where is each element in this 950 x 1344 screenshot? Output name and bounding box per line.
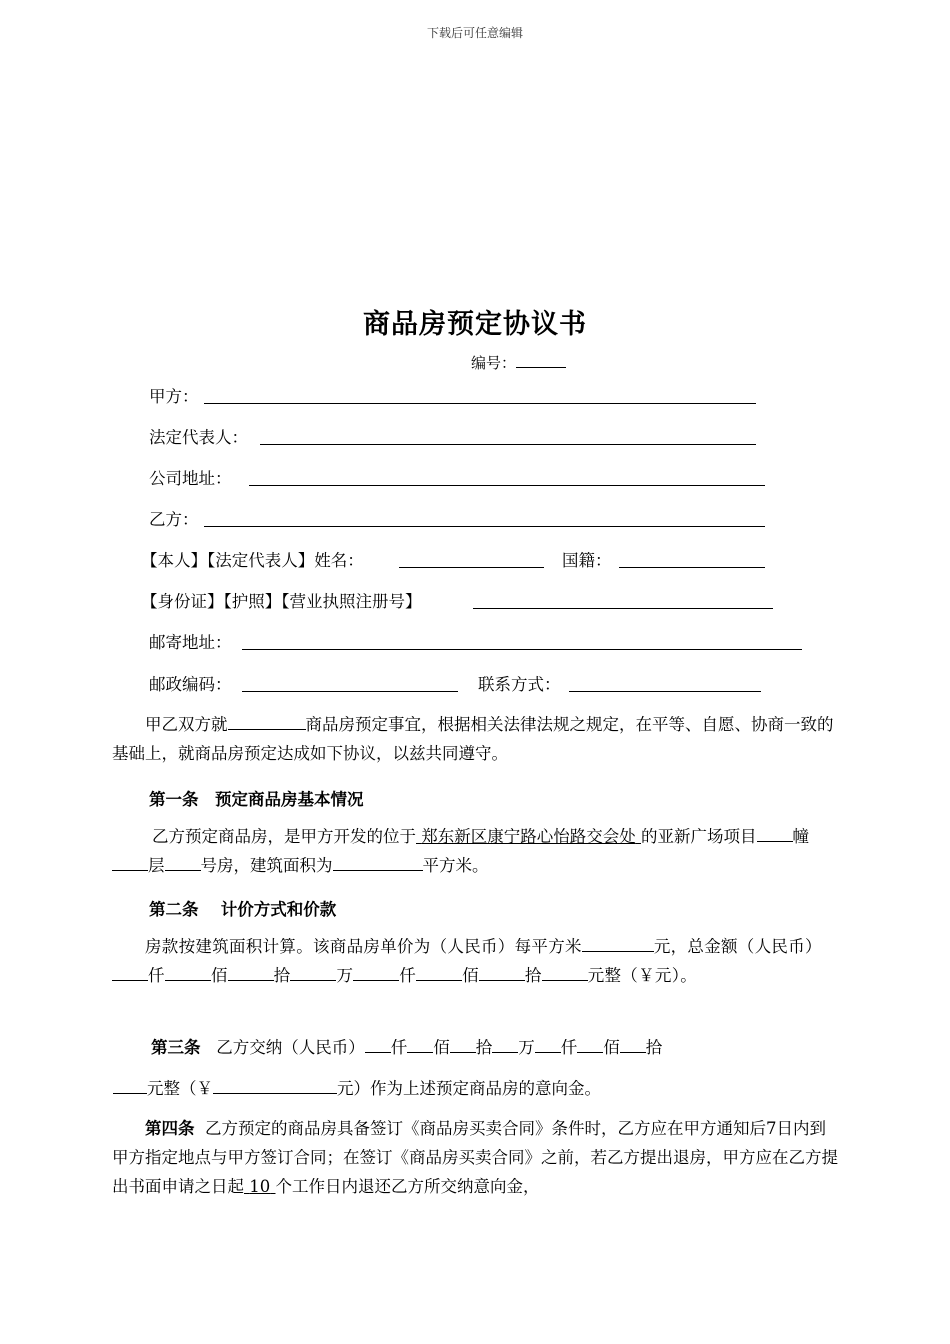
article-1-paragraph (112, 822, 840, 880)
amount-blank (228, 964, 274, 981)
contract-number-blank (516, 353, 566, 368)
article-3-text-1: 乙方交纳（人民币） (216, 1038, 365, 1057)
party-b-label: 乙方： (149, 510, 199, 529)
unit-label: 万 (518, 1038, 535, 1057)
mail-address-label: 邮寄地址： (149, 633, 232, 652)
amount-blank (542, 964, 588, 981)
postcode-blank (242, 691, 458, 692)
article-1-building-unit: 幢 (792, 827, 809, 846)
legal-rep-label: 法定代表人： (149, 428, 248, 447)
amount-blank (290, 964, 336, 981)
contact-label: 联系方式： (478, 675, 561, 694)
intro-paragraph (112, 710, 840, 768)
area-blank (333, 854, 423, 871)
party-a-label: 甲方： (149, 387, 199, 406)
unit-label: 佰 (603, 1038, 620, 1057)
article-2-text-1: 房款按建筑面积计算。该商品房单价为（人民币）每平方米 (145, 937, 582, 956)
unit-label: 佰 (462, 966, 479, 985)
article-4-heading: 第四条 (145, 1119, 195, 1138)
article-1-floor-unit: 层 (148, 856, 165, 875)
article-3-line-1 (151, 1036, 662, 1058)
mail-address-blank (242, 649, 802, 650)
unit-label: 仟 (148, 966, 165, 985)
amount-blank (407, 1036, 433, 1053)
unit-label: 拾 (273, 966, 291, 985)
intro-text-1: 甲乙双方就 (145, 715, 228, 734)
article-1-text-6: 平方米。 (422, 856, 489, 875)
amount-blank (577, 1036, 603, 1053)
amount-blank (353, 964, 399, 981)
nationality-label: 国籍： (562, 551, 612, 570)
article-2-total-yuan: 元整（￥ (587, 966, 655, 985)
party-b-blank (204, 526, 765, 527)
contact-blank (569, 691, 761, 692)
unit-label: 万 (336, 966, 354, 985)
amount-blank (416, 964, 462, 981)
article-3-text-2: 元整（￥ (147, 1079, 213, 1098)
unit-label: 佰 (433, 1038, 450, 1057)
contract-number-label: 编号： (471, 354, 517, 372)
unit-price-blank (582, 935, 654, 952)
unit-label: 仟 (390, 1038, 408, 1057)
amount-blank (365, 1036, 391, 1053)
id-label: 【身份证】【护照】【营业执照注册号】 (141, 592, 422, 611)
legal-rep-blank (260, 444, 756, 445)
company-address-label: 公司地址： (149, 469, 232, 488)
amount-blank (535, 1036, 561, 1053)
article-4-text-2: 个工作日内退还乙方所交纳意向金， (275, 1177, 540, 1196)
nationality-blank (619, 567, 765, 568)
article-3-line-2 (113, 1077, 601, 1099)
unit-label: 拾 (475, 1038, 493, 1057)
unit-label: 仟 (560, 1038, 578, 1057)
party-a-blank (204, 403, 756, 404)
building-blank (757, 825, 793, 842)
contract-number (471, 352, 566, 373)
header-note: 下载后可任意编辑 (426, 26, 523, 40)
intro-blank (228, 713, 306, 730)
amount-blank (112, 964, 148, 981)
company-address-blank (249, 485, 765, 486)
unit-label: 拾 (645, 1038, 663, 1057)
unit-label: 拾 (524, 966, 542, 985)
floor-blank (112, 854, 148, 871)
intro-text-2: 商品房预定事宜，根据相关法律法规之规定，在平等、自愿、协商一致的基础上，就商品房预定达成如下协议，以兹共同遵守。 (112, 715, 834, 763)
article-2-paragraph (112, 932, 840, 990)
id-blank (473, 608, 773, 609)
amount-blank (113, 1077, 147, 1094)
article-2-text-2: 元，总金额（人民币） (653, 937, 822, 956)
article-3-heading: 第三条 (151, 1038, 201, 1057)
name-blank (399, 567, 544, 568)
article-1-text-5: 号房，建筑面积为 (200, 856, 333, 875)
amount-blank (479, 964, 525, 981)
article-4-text-1: 乙方预定的商品房具备签订《商品房买卖合同》条件时，乙方应在甲方通知后7日内到甲方指定地点与甲方签订合同；在签订《商品房买卖合同》之前，若乙方提出退房，甲方应在乙方提出书面申请之日起 (112, 1119, 838, 1196)
unit-label: 仟 (399, 966, 417, 985)
amount-blank (165, 964, 211, 981)
amount-blank (450, 1036, 476, 1053)
name-label: 【本人】【法定代表人】姓名： (141, 551, 364, 570)
article-4-paragraph (112, 1114, 840, 1201)
article-1-heading: 第一条 预定商品房基本情况 (149, 790, 364, 809)
room-blank (165, 854, 201, 871)
unit-label: 佰 (210, 966, 228, 985)
article-2-close: 元）。 (654, 966, 698, 985)
article-1-location: 郑东新区康宁路心怡路交会处 (421, 827, 636, 846)
amount-blank (213, 1077, 337, 1094)
amount-blank (492, 1036, 518, 1053)
article-1-text-1: 乙方预定商品房，是甲方开发的位于 (152, 827, 416, 846)
document-title: 商品房预定协议书 (363, 309, 587, 340)
article-2-heading: 第二条 计价方式和价款 (149, 900, 337, 919)
article-3-text-3: 元）作为上述预定商品房的意向金。 (337, 1079, 601, 1098)
article-1-text-2: 的亚新广场项目 (641, 827, 757, 846)
article-4-days: 10 (249, 1177, 271, 1196)
postcode-label: 邮政编码： (149, 675, 232, 694)
amount-blank (620, 1036, 646, 1053)
